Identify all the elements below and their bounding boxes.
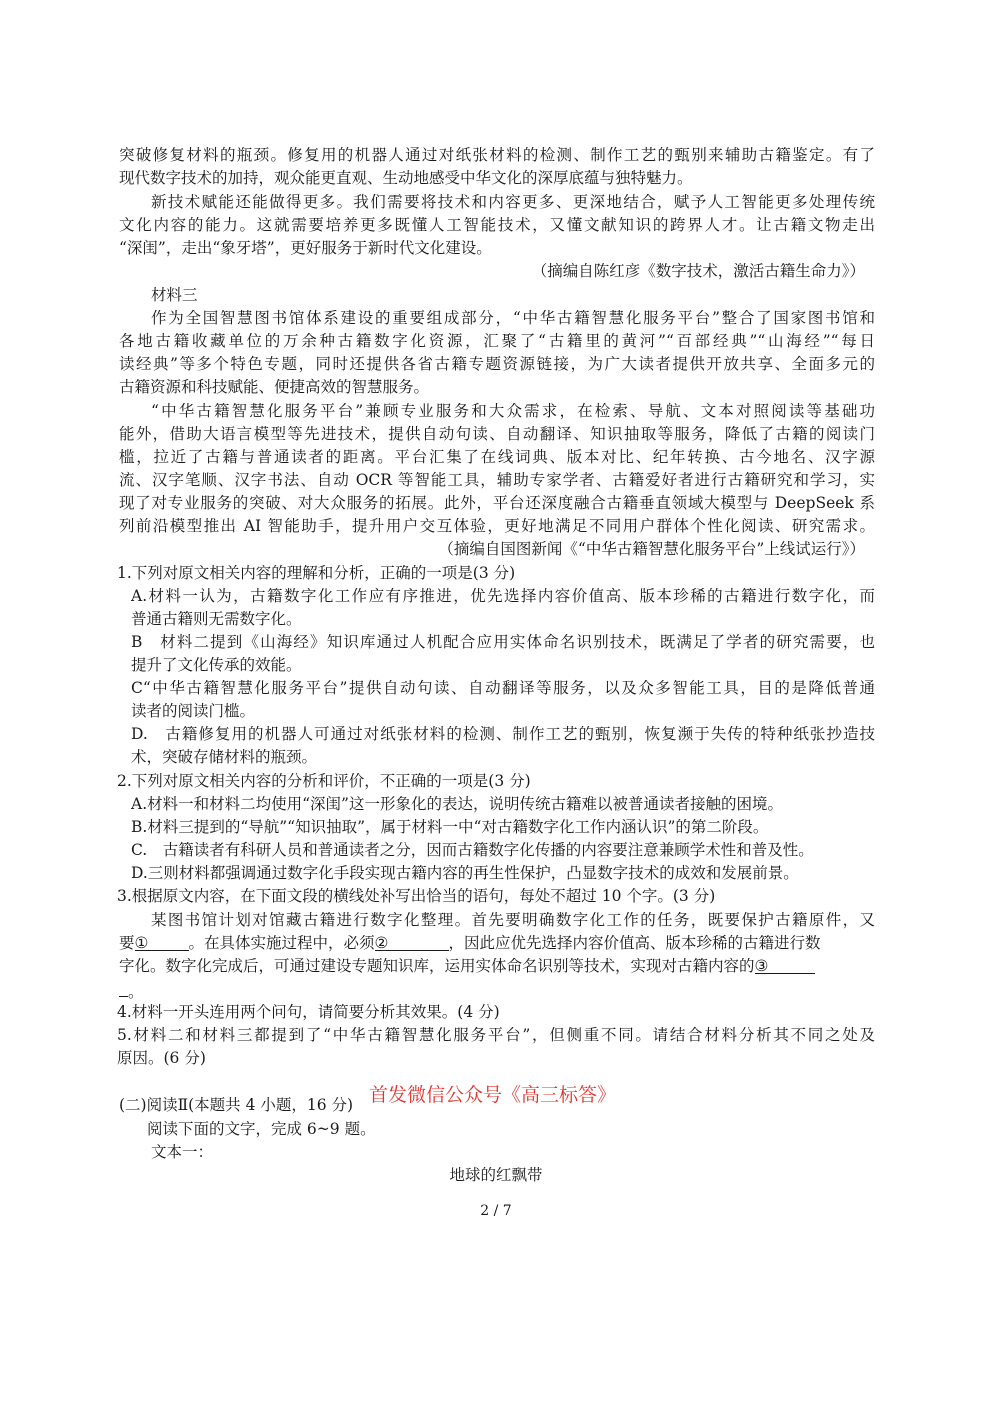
text-line: 新技术赋能还能做得更多。我们需要将技术和内容更多、更深地结合，赋予人工智能更多处理传统 (151, 193, 875, 211)
question-3: 3.根据原文内容，在下面文段的横线处补写出恰当的语句，每处不超过 10 个字。(3 分) (117, 887, 716, 905)
text-fragment: 要 (119, 934, 135, 952)
blank-3[interactable] (755, 956, 815, 974)
text-line: 突破修复材料的瓶颈。修复用的机器人通过对纸张材料的检测、制作工艺的甄别来辅助古籍鉴定。有了 (119, 146, 875, 164)
blank-2[interactable] (375, 933, 449, 951)
source-citation: （摘编自陈红彦《数字技术，激活古籍生命力》） (531, 262, 865, 280)
fill-blank-end (119, 979, 144, 1002)
material-heading: 材料三 (151, 286, 198, 304)
text-fragment: 。 (128, 983, 144, 1001)
question-1: 1.下列对原文相关内容的理解和分析，正确的一项是(3 分) (117, 564, 516, 582)
text-line: 现了对专业服务的突破、对大众服务的拓展。此外，平台还深度融合古籍垂直领域大模型与 DeepSeek 系 (119, 494, 875, 512)
question-4: 4.材料一开头连用两个问句，请简要分析其效果。(4 分) (117, 1003, 500, 1021)
page-number: 2 / 7 (480, 1203, 512, 1219)
option-d: D. 古籍修复用的机器人可通过对纸张材料的检测、制作工艺的甄别，恢复濒于失传的特种纸张抄造技 (131, 725, 875, 743)
blank-1[interactable] (135, 933, 189, 951)
option-a: A.材料一和材料二均使用“深闺”这一形象化的表达，说明传统古籍难以被普通读者接触的困境。 (131, 795, 783, 813)
fill-blank-line (119, 933, 821, 953)
source-citation: （摘编自国图新闻《“中华古籍智慧化服务平台”上线试运行》） (438, 540, 865, 558)
watermark-text: 首发微信公众号《高三标答》 (369, 1084, 617, 1106)
fill-blank-line (119, 956, 815, 976)
text-fragment: 字化。数字化完成后，可通过建设专题知识库，运用实体命名识别等技术，实现对古籍内容的 (119, 957, 755, 975)
text-line: 现代数字技术的加持，观众能更直观、生动地感受中华文化的深厚底蕴与独特魅力。 (119, 169, 693, 187)
option-a: A.材料一认为，古籍数字化工作应有序推进，优先选择内容价值高、版本珍稀的古籍进行数字化，而 (131, 587, 875, 605)
text-label: 文本一： (151, 1143, 214, 1161)
text-fragment: ，因此应优先选择内容价值高、版本珍稀的古籍进行数 (448, 934, 821, 952)
text-line: 各地古籍收藏单位的万余种古籍数字化资源，汇聚了“古籍里的黄河”“百部经典”“山海经”“每日 (119, 332, 875, 350)
option-d-cont: 术，突破存储材料的瓶颈。 (131, 748, 318, 766)
text-fragment: 。在具体实施过程中，必须 (188, 934, 375, 952)
option-a-cont: 普通古籍则无需数字化。 (131, 610, 302, 628)
option-c: C“中华古籍智慧化服务平台”提供自动句读、自动翻译等服务，以及众多智能工具，目的是降低普通 (131, 679, 875, 697)
section-instruction: 阅读下面的文字，完成 6~9 题。 (147, 1120, 376, 1138)
blank-marker: ③ (754, 957, 769, 975)
option-c: C. 古籍读者有科研人员和普通读者之分，因而古籍数字化传播的内容要注意兼顾学术性和普及性。 (131, 841, 814, 859)
blank-3-cont[interactable] (119, 979, 128, 997)
option-b: B 材料二提到《山海经》知识库通过人机配合应用实体命名识别技术，既满足了学者的研究需要，也 (131, 633, 875, 651)
option-b-cont: 提升了文化传承的效能。 (131, 656, 302, 674)
text-line: 读经典”等多个特色专题，同时还提供各省古籍专题资源链接，为广大读者提供开放共享、全面多元的 (119, 355, 875, 373)
text-line: “深闺”，走出“象牙塔”，更好服务于新时代文化建设。 (119, 239, 492, 257)
option-d: D.三则材料都强调通过数字化手段实现古籍内容的再生性保护，凸显数字技术的成效和发展前景。 (131, 864, 799, 882)
text-line: 槛，拉近了古籍与普通读者的距离。平台汇集了在线词典、版本对比、纪年转换、古今地名、汉字源 (119, 448, 875, 466)
question-5-cont: 原因。(6 分) (117, 1049, 206, 1067)
blank-marker: ① (134, 934, 149, 952)
text-line: 古籍资源和科技赋能、便捷高效的智慧服务。 (119, 378, 430, 396)
question-5: 5.材料二和材料三都提到了“中华古籍智慧化服务平台”，但侧重不同。请结合材料分析其不同之处及 (117, 1026, 875, 1044)
text-line: 某图书馆计划对馆藏古籍进行数字化整理。首先要明确数字化工作的任务，既要保护古籍原件，又 (151, 911, 875, 929)
story-title: 地球的红飘带 (449, 1166, 543, 1184)
text-line: 文化内容的能力。这就需要培养更多既懂人工智能技术，又懂文献知识的跨界人才。让古籍文物走出 (119, 216, 875, 234)
text-line: 流、汉字笔顺、汉字书法、自动 OCR 等智能工具，辅助专家学者、古籍爱好者进行古籍研究和学习，实 (119, 471, 875, 489)
text-line: “中华古籍智慧化服务平台”兼顾专业服务和大众需求，在检索、导航、文本对照阅读等基础功 (151, 402, 875, 420)
option-c-cont: 读者的阅读门槛。 (131, 702, 256, 720)
question-2: 2.下列对原文相关内容的分析和评价，不正确的一项是(3 分) (117, 772, 531, 790)
section-header: (二)阅读Ⅱ(本题共 4 小题，16 分) (119, 1096, 354, 1114)
option-b: B.材料三提到的“导航”“知识抽取”，属于材料一中“对古籍数字化工作内涵认识”的第二阶段。 (131, 818, 769, 836)
text-line: 列前沿模型推出 AI 智能助手，提升用户交互体验，更好地满足不同用户群体个性化阅读、研究需求。 (119, 517, 875, 535)
text-line: 作为全国智慧图书馆体系建设的重要组成部分，“中华古籍智慧化服务平台”整合了国家图书馆和 (151, 309, 875, 327)
blank-marker: ② (374, 934, 389, 952)
text-line: 能外，借助大语言模型等先进技术，提供自动句读、自动翻译、知识抽取等服务，降低了古籍的阅读门 (119, 425, 875, 443)
